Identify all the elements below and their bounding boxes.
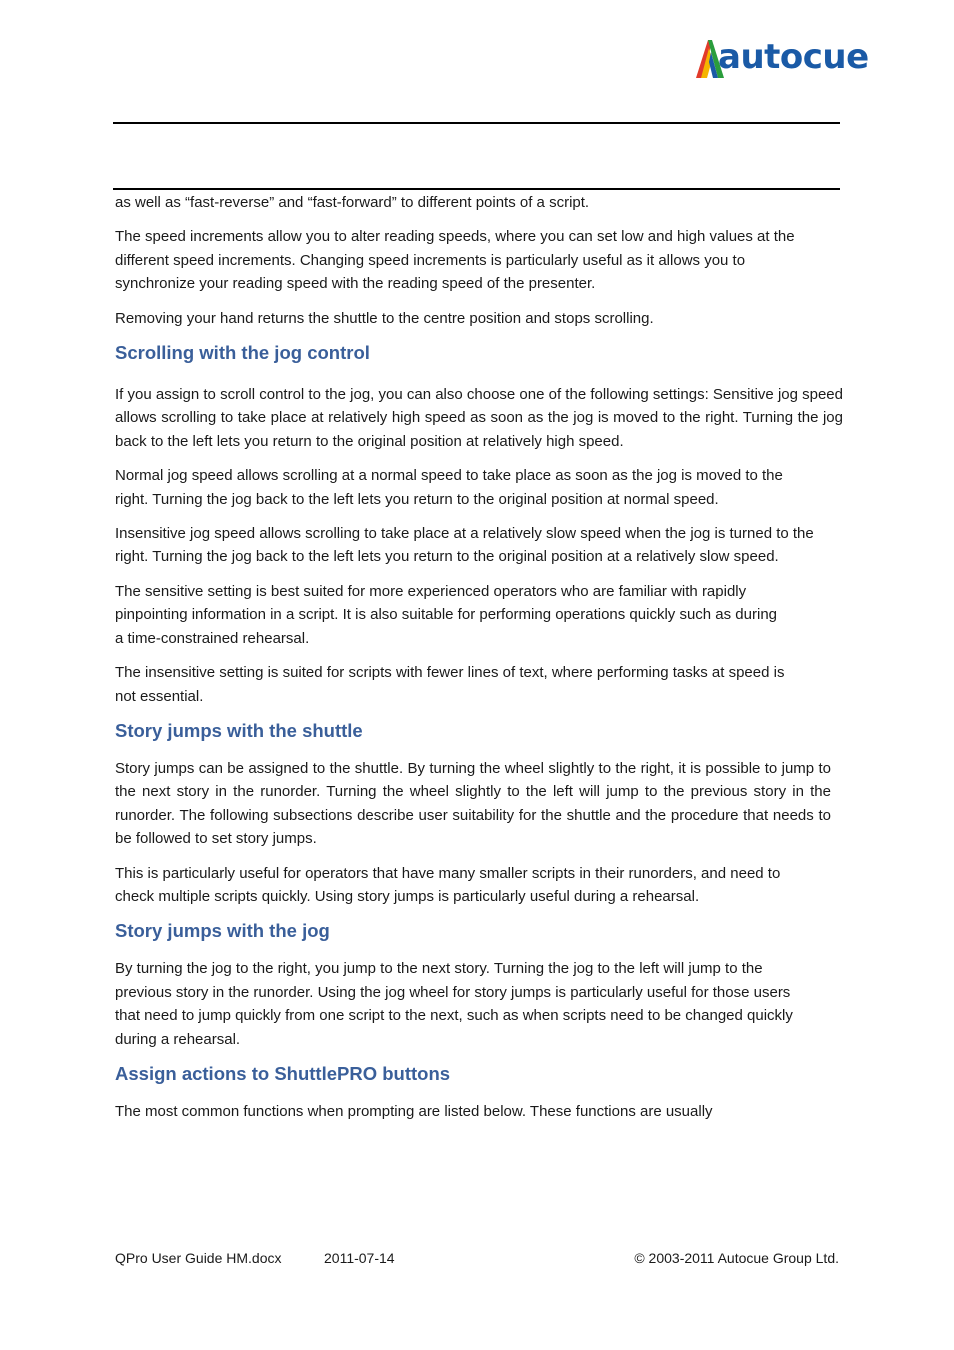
paragraph: Story jumps can be assigned to the shuttle. By turning the wheel slightly to the right, it is possible to jump to the next story in the runorder. Turning the wheel slightly to the left will jump to the previous story in the runorder. The following subsections describe user suitability for the shuttle and the procedure that needs to be followed to set story jumps. <box>115 759 831 848</box>
footer-copyright: © 2003-2011 Autocue Group Ltd. <box>634 1250 839 1266</box>
paragraph: Normal jog speed allows scrolling at a normal speed to take place as soon as the jog is moved to the right. Turning the jog back to the left lets you return to the original position at normal speed. <box>115 467 783 508</box>
document-body <box>115 191 843 1134</box>
section-heading-buttons: Assign actions to ShuttlePRO buttons <box>115 1062 451 1084</box>
paragraph: Removing your hand returns the shuttle to the centre position and stops scrolling. <box>115 309 654 327</box>
section-heading-jog-control: Scrolling with the jog control <box>115 342 370 364</box>
paragraph: Insensitive jog speed allows scrolling to take place at a relatively slow speed when the jog is turned to the right. Turning the jog back to the left lets you return to the original position at a relatively slow speed. <box>115 525 814 566</box>
section-heading-jog: Story jumps with the jog <box>115 920 330 942</box>
paragraph: By turning the jog to the right, you jump to the next story. Turning the jog to the left will jump to the previous story in the runorder. Using the jog wheel for story jumps is particularly useful for those users that need to jump quickly from one script to the next, such as when scripts need to be changed quickly during a rehearsal. <box>115 960 793 1048</box>
paragraph: The insensitive setting is suited for scripts with fewer lines of text, where performing tasks at speed is not essential. <box>115 664 785 705</box>
header-rule-lower <box>113 188 840 190</box>
page-footer <box>115 1250 839 1272</box>
paragraph: The sensitive setting is best suited for more experienced operators who are familiar with rapidly pinpointing information in a script. It is also suitable for performing operations quickly such as during a time-constrained rehearsal. <box>115 582 778 647</box>
paragraph: This is particularly useful for operators that have many smaller scripts in their runorders, and need to check multiple scripts quickly. Using story jumps is particularly useful during a rehearsal. <box>115 864 781 905</box>
autocue-logo <box>696 38 872 82</box>
paragraph: as well as “fast-reverse” and “fast-forward” to different points of a script. <box>115 194 590 211</box>
footer-document-name: QPro User Guide HM.docx <box>115 1250 282 1266</box>
logo-wordmark: autocue <box>718 37 869 77</box>
paragraph: If you assign to scroll control to the jog, you can also choose one of the following settings: Sensitive jog speed allows scrolling to take place at relatively high speed as soon as the jog is moved to the right. Turning the jog back to the left lets you return to the original position at relatively high speed. <box>115 386 843 450</box>
section-heading-shuttle: Story jumps with the shuttle <box>115 719 363 741</box>
paragraph: The speed increments allow you to alter reading speeds, where you can set low and high values at the different speed increments. Changing speed increments is particularly useful as it allows you to synchronize your reading speed with the reading speed of the presenter. <box>115 228 795 293</box>
footer-date: 2011-07-14 <box>324 1250 395 1266</box>
header-rule <box>113 122 840 124</box>
paragraph: The most common functions when prompting are listed below. These functions are usually <box>115 1102 713 1120</box>
